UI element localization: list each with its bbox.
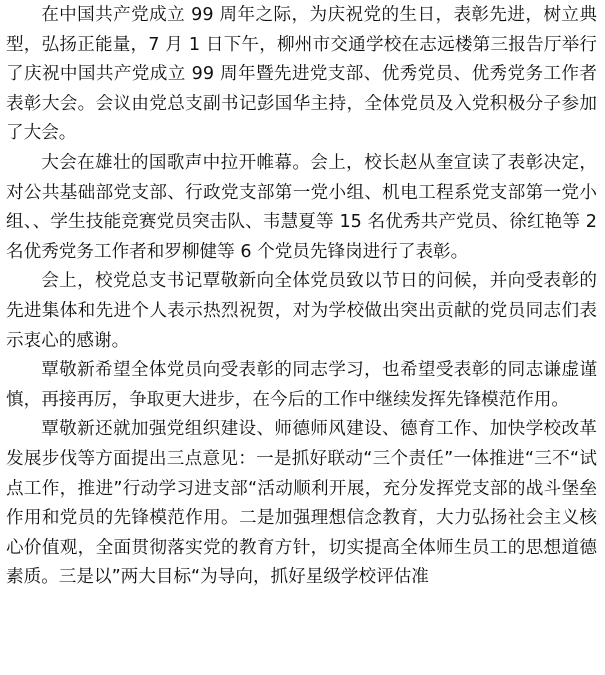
paragraph-expectations: 覃敬新希望全体党员向受表彰的同志学习，也希望受表彰的同志谦虚谨慎，再接再厉，争取更大进步，在今后的工作中继续发挥先锋模范作用。	[6, 360, 597, 410]
paragraph-celebration-intro: 在中国共产党成立 99 周年之际，为庆祝党的生日，表彰先进，树立典型，弘扬正能量，7 月 1 日下午，柳州市交通学校在志远楼第三报告厅举行了庆祝中国共产党成立 99 周年暨先进党支部、优秀党员、优秀党务工作者表彰大会。会议由党总支副书记彭国华主持，全体党员及入党积极分子参加了大会。	[6, 5, 597, 144]
article-body	[0, 1, 605, 675]
paragraph-commendation: 大会在雄壮的国歌声中拉开帷幕。会上，校长赵从奎宣读了表彰决定，对公共基础部党支部、行政党支部第一党小组、机电工程系党支部第一党小组、、学生技能竞赛党员突击队、韦慧夏等 15 名优秀共产党员、徐红艳等 2 名优秀党务工作者和罗柳健等 6 个党员先锋岗进行了表彰。	[6, 152, 597, 262]
paragraph-greetings: 会上，校党总支书记覃敬新向全体党员致以节日的问候，并向受表彰的先进集体和先进个人表示热烈祝贺，对为学校做出突出贡献的党员同志们表示衷心的感谢。	[6, 271, 597, 351]
paragraph-three-opinions: 覃敬新还就加强党组织建设、师德师风建设、德育工作、加快学校改革发展步伐等方面提出三点意见：一是抓好联动“三个责任”一体推进“三不“试点工作，推进”行动学习进支部“活动顺利开展，充分发挥党支部的战斗堡垒作用和党员的先锋模范作用。二是加强理想信念教育，大力弘扬社会主义核心价值观，全面贯彻落实党的教育方针，切实提高全体师生员工的思想道德素质。三是以”两大目标“为导向，抓好星级学校评估准	[6, 419, 597, 588]
